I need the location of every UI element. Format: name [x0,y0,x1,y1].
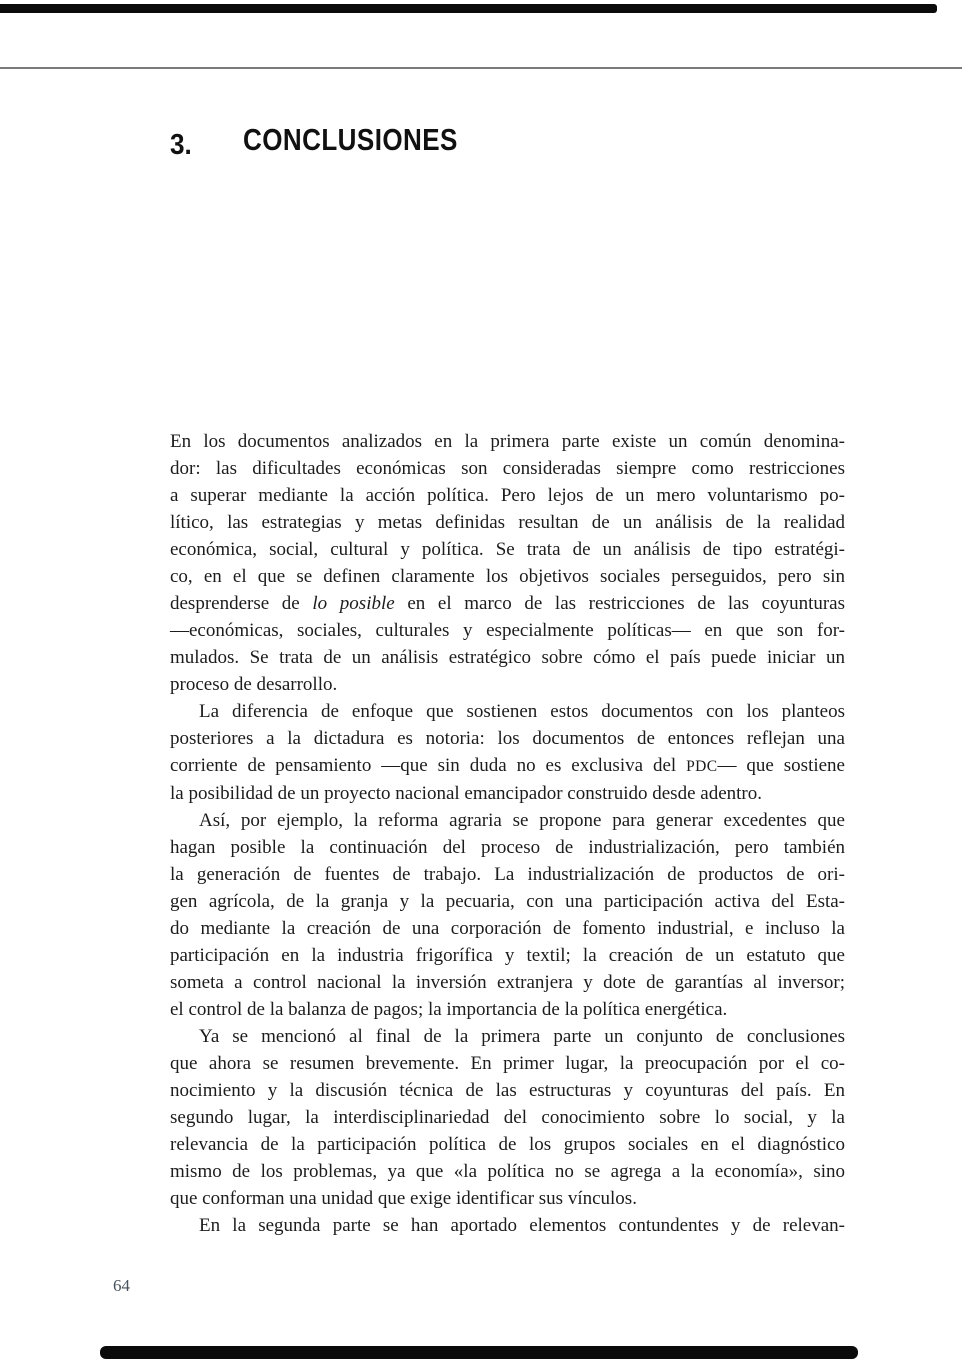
plain-text: desprenderse de [170,593,313,614]
text-line: a superar mediante la acción política. Pero lejos de un mero voluntarismo po- [170,485,845,506]
text-line: proceso de desarrollo. [170,674,338,695]
text-line [170,590,845,617]
paragraph [170,1023,845,1212]
text-line: La diferencia de enfoque que sostienen estos documentos con los planteos [199,701,845,722]
text-line: co, en el que se definen claramente los objetivos sociales perseguidos, pero sin [170,566,845,587]
text-line: do mediante la creación de una corporación de fomento industrial, e incluso la [170,918,845,939]
emphasis-text: lo posible [312,593,395,614]
text-line: la posibilidad de un proyecto nacional emancipador construido desde adentro. [170,783,762,804]
text-line [170,752,845,780]
text-line: que conforman una unidad que exige identificar sus vínculos. [170,1188,637,1209]
text-line: En la segunda parte se han aportado elementos contundentes y de relevan- [199,1215,845,1236]
text-line: someta a control nacional la inversión extranjera y dote de garantías al inversor; [170,972,845,993]
page-number: 64 [113,1276,130,1295]
text-line: Ya se mencionó al final de la primera parte un conjunto de conclusiones [199,1026,845,1047]
text-line: Así, por ejemplo, la reforma agraria se propone para generar excedentes que [199,810,845,831]
text-line: nocimiento y la discusión técnica de las estructuras y coyunturas del país. En [170,1080,845,1101]
text-line: gen agrícola, de la granja y la pecuaria, con una participación activa del Esta- [170,891,845,912]
text-line: relevancia de la participación política de los grupos sociales en el diagnóstico [170,1134,845,1155]
text-line: segundo lugar, la interdisciplinariedad del conocimiento sobre lo social, y la [170,1107,845,1128]
text-line: posteriores a la dictadura es notoria: los documentos de entonces reflejan una [170,728,845,749]
scan-artifact-bar-top [0,4,937,13]
text-line: En los documentos analizados en la primera parte existe un común denomina- [170,431,845,452]
text-line: dor: las dificultades económicas son consideradas siempre como restricciones [170,458,845,479]
scan-artifact-bar-bottom [100,1346,858,1359]
paragraph [170,698,845,807]
plain-text: en el marco de las restricciones de las coyunturas [394,593,846,614]
smallcaps-text: PDC [686,758,718,775]
text-line: el control de la balanza de pagos; la importancia de la política energética. [170,999,728,1020]
text-line: lítico, las estrategias y metas definidas resultan de un análisis de la realidad [170,512,845,533]
text-line: la generación de fuentes de trabajo. La industrialización de productos de ori- [170,864,845,885]
plain-text: corriente de pensamiento —que sin duda no es exclusiva del [170,755,687,776]
body-text [170,428,845,1239]
paragraph [170,1212,845,1239]
header-rule [0,67,962,69]
section-number: 3. [170,129,192,161]
plain-text: — que sostiene [717,755,845,776]
text-line: participación en la industria frigorífica y textil; la creación de un estatuto que [170,945,845,966]
text-line: que ahora se resumen brevemente. En primer lugar, la preocupación por el co- [170,1053,845,1074]
text-line: económica, social, cultural y política. Se trata de un análisis de tipo estratégi- [170,539,845,560]
text-line: mulados. Se trata de un análisis estratégico sobre cómo el país puede iniciar un [170,647,845,668]
section-title: CONCLUSIONES [243,122,458,157]
paragraph [170,807,845,1023]
text-line: mismo de los problemas, ya que «la política no se agrega a la economía», sino [170,1161,845,1182]
text-line: hagan posible la continuación del proceso de industrialización, pero también [170,837,845,858]
text-line: —económicas, sociales, culturales y especialmente políticas— en que son for- [170,620,845,641]
paragraph [170,428,845,698]
